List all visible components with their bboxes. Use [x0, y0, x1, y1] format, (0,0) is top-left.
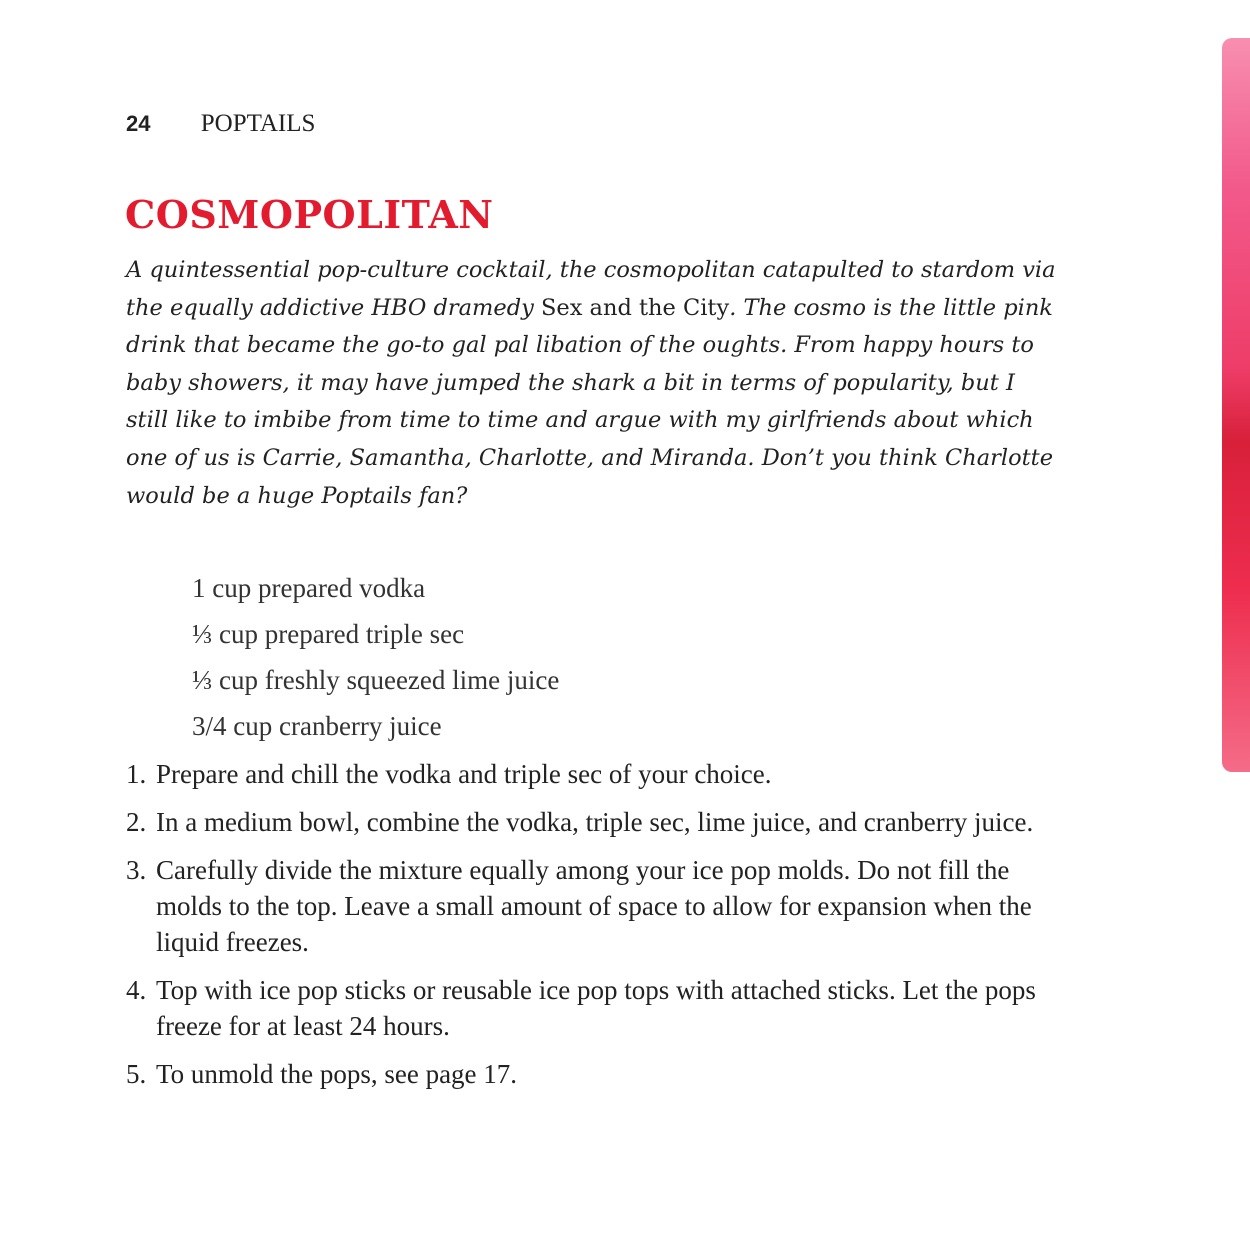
recipe-intro	[126, 252, 1061, 515]
step-text: To unmold the pops, see page 17.	[156, 1059, 518, 1089]
running-title: POPTAILS	[200, 110, 316, 137]
step-text: Prepare and chill the vodka and triple sec of your choice.	[156, 759, 772, 789]
page-number: 24	[126, 111, 151, 136]
step-text: Carefully divide the mixture equally among your ice pop molds. Do not fill the molds to the top. Leave a small amount of space to allow for expansion when the liquid freezes.	[156, 855, 1032, 957]
step-number: 1.	[126, 759, 147, 789]
step-number: 5.	[126, 1059, 147, 1089]
step-number: 3.	[126, 855, 147, 885]
ingredient-item: 1 cup prepared vodka	[192, 573, 426, 603]
ingredient-item: ⅓ cup prepared triple sec	[192, 619, 465, 649]
recipe-title: COSMOPOLITAN	[125, 192, 494, 237]
intro-show-title: Sex and the City	[540, 294, 730, 321]
ingredient-item: 3/4 cup cranberry juice	[192, 711, 442, 741]
step-text: In a medium bowl, combine the vodka, triple sec, lime juice, and cranberry juice.	[156, 807, 1034, 837]
ingredient-item: ⅓ cup freshly squeezed lime juice	[192, 665, 560, 695]
step-number: 4.	[126, 975, 147, 1005]
step-item	[126, 756, 1066, 792]
chapter-edge-tab	[1222, 38, 1250, 772]
ingredient-list	[192, 568, 559, 752]
step-text: Top with ice pop sticks or reusable ice pop tops with attached sticks. Let the pops freeze for at least 24 hours.	[156, 975, 1036, 1041]
step-item	[126, 852, 1066, 960]
step-item	[126, 1056, 1066, 1092]
step-number: 2.	[126, 807, 147, 837]
running-head	[126, 110, 315, 138]
intro-text-part1: A quintessential pop-culture cocktail, the cosmopolitan catapulted to stardom via the equally addictive HBO dramedy	[126, 257, 1056, 321]
step-item	[126, 804, 1066, 840]
instruction-steps	[126, 756, 1066, 1104]
intro-text-part2: . The cosmo is the little pink drink that became the go-to gal pal libation of the oughts. From happy hours to baby showers, it may have jumped the shark a bit in terms of popularity, but I still like to imbibe from time to time and argue with my girlfriends about which one of us is Carrie, Samantha, Charlotte, and Miranda. Don’t you think Charlotte would be a huge Poptails fan?	[126, 294, 1054, 509]
step-item	[126, 972, 1066, 1044]
